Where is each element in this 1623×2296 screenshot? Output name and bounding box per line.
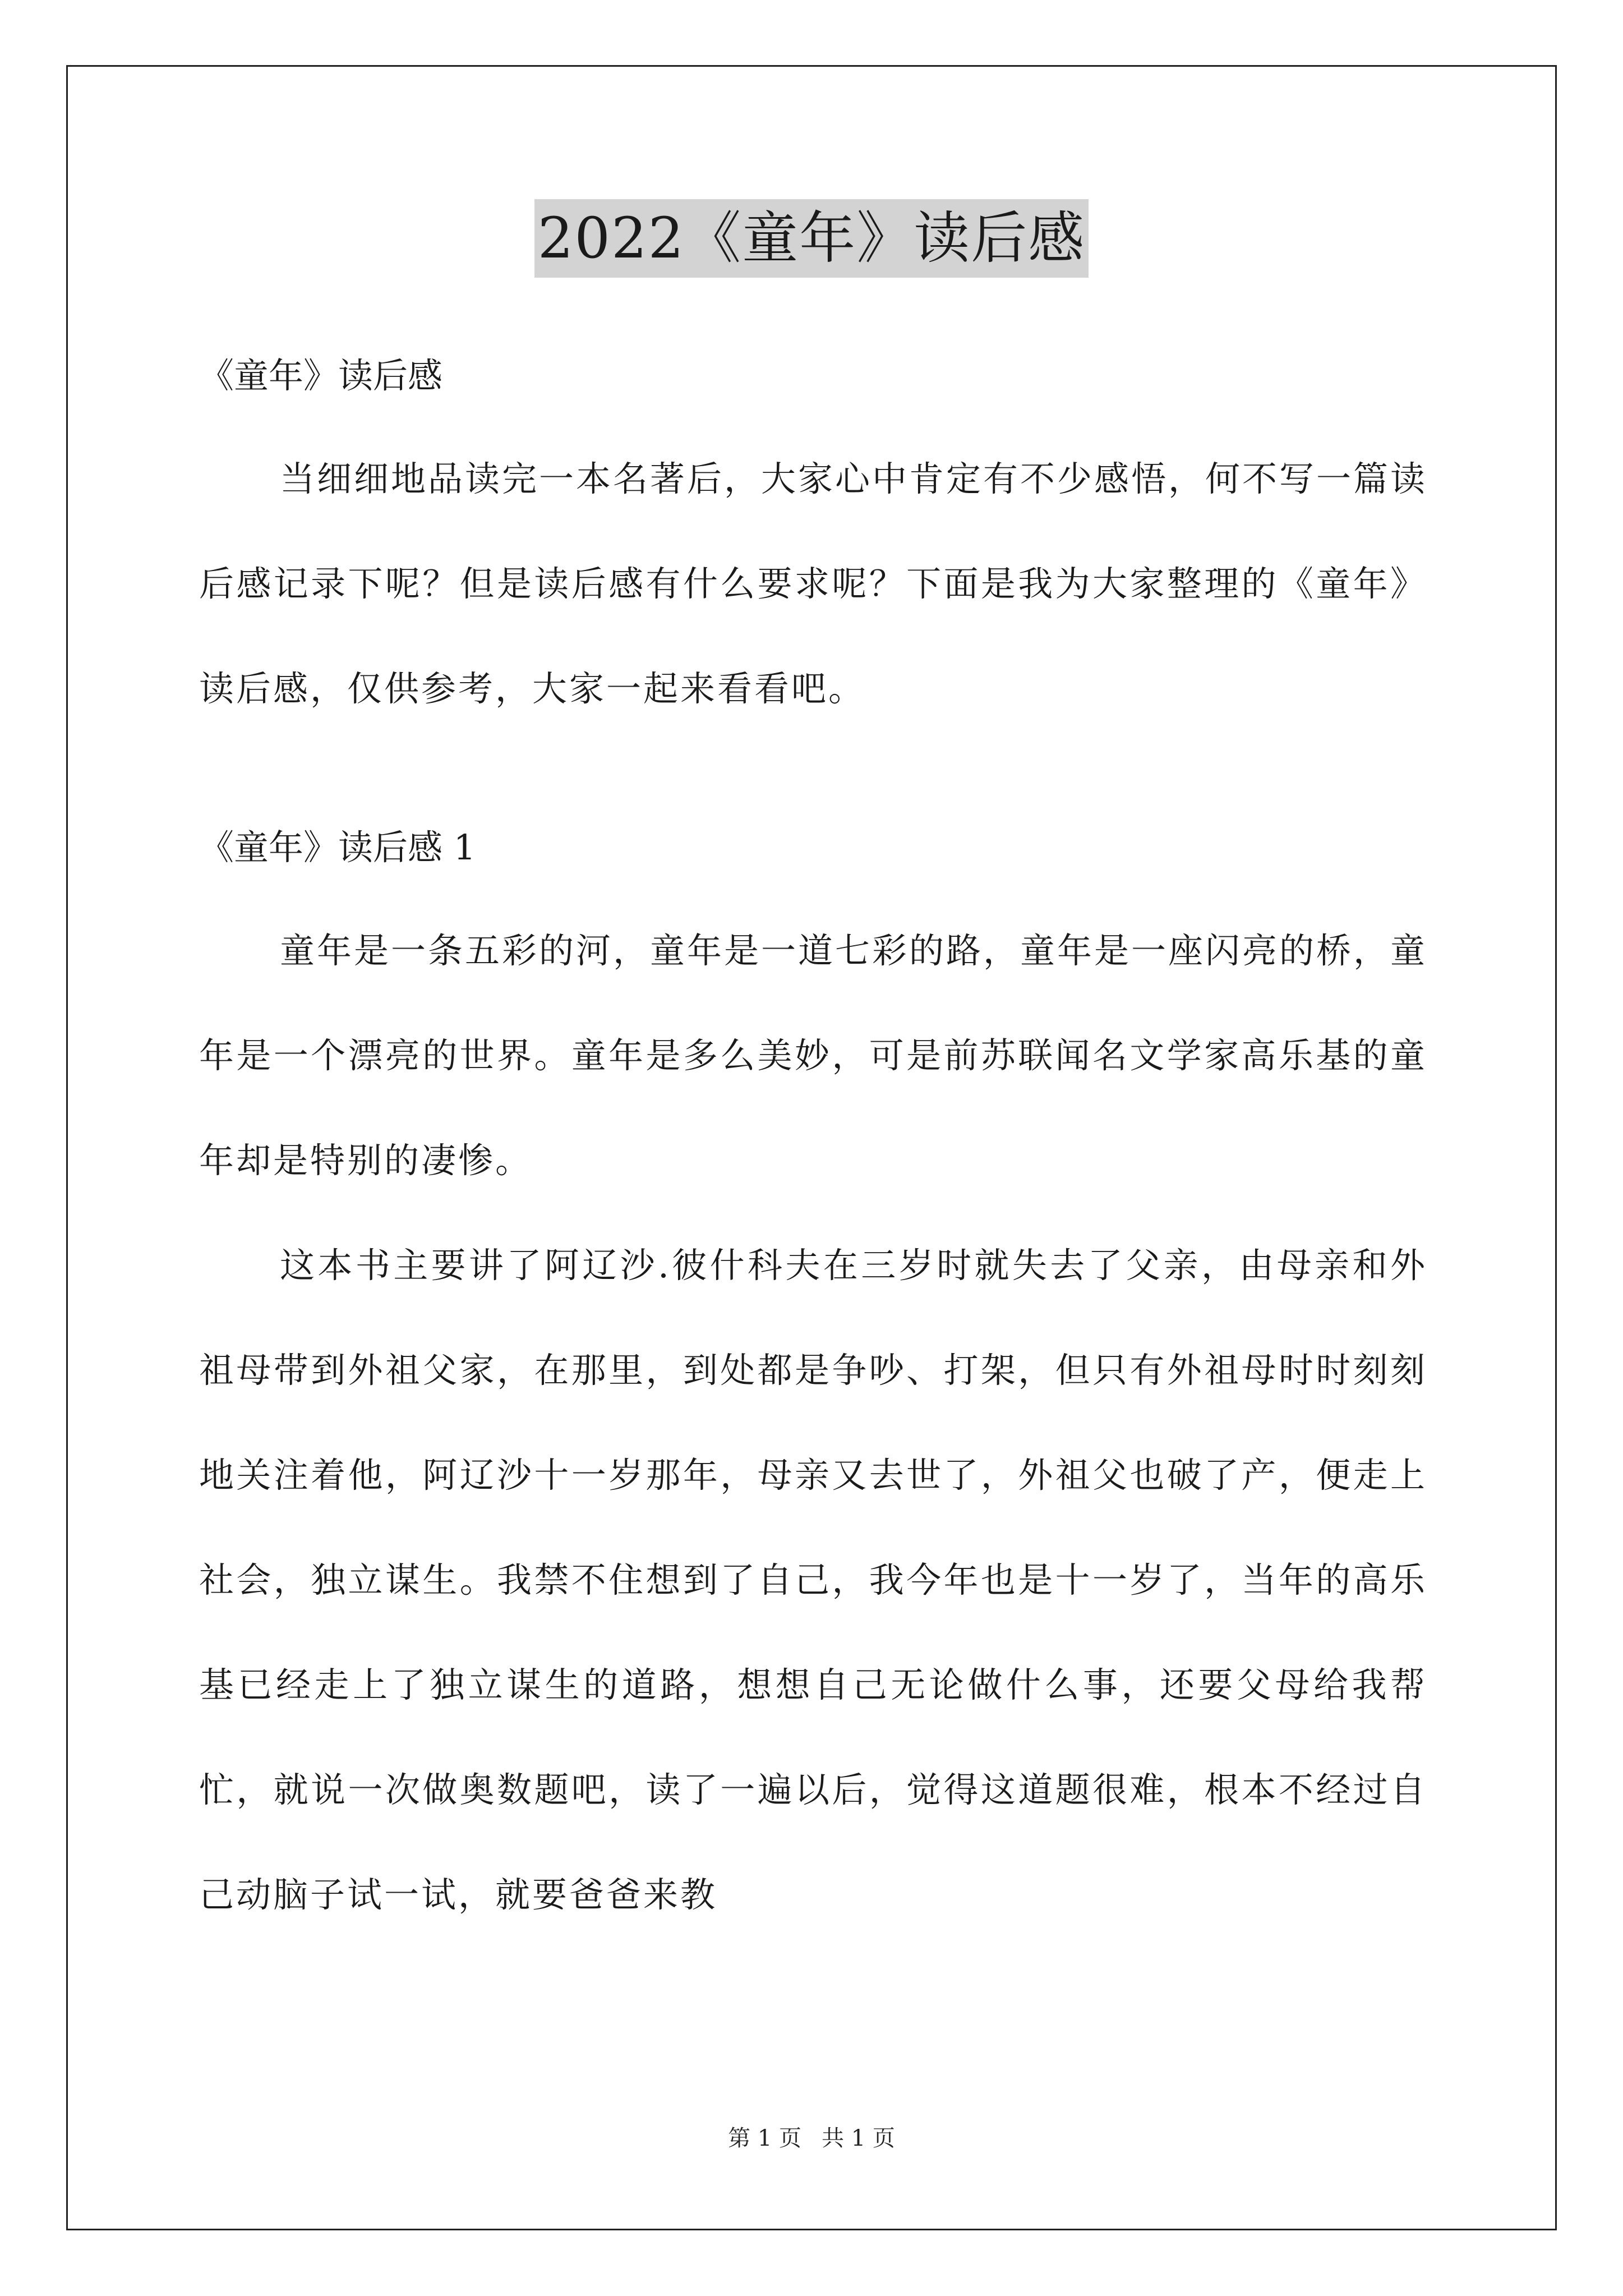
intro-paragraph: 当细细地品读完一本名著后，大家心中肯定有不少感悟，何不写一篇读后感记录下呢？但是读后感有什么要求呢？下面是我为大家整理的《童年》读后感，仅供参考，大家一起来看看吧。 — [199, 458, 1428, 709]
document-subtitle: 《童年》读后感 — [199, 355, 443, 396]
section-heading: 《童年》读后感 1 — [199, 827, 476, 868]
spacer — [199, 887, 1427, 898]
document-title: 2022《童年》读后感 — [534, 199, 1089, 278]
page-total: 共 1 页 — [822, 2125, 895, 2151]
body-paragraph: 童年是一条五彩的河，童年是一道七彩的路，童年是一座闪亮的桥，童年是一个漂亮的世界。童年是多么美妙，可是前苏联闻名文学家高乐基的童年却是特别的凄惨。 — [199, 930, 1428, 1181]
document-body — [199, 337, 1427, 1947]
page-number: 第 1 页 — [728, 2125, 801, 2151]
title-container — [0, 199, 1623, 278]
page-footer — [0, 2122, 1623, 2155]
spacer — [199, 741, 1427, 808]
spacer — [199, 415, 1427, 426]
body-paragraph: 这本书主要讲了阿辽沙.彼什科夫在三岁时就失去了父亲，由母亲和外祖母带到外祖父家，在那里，到处都是争吵、打架，但只有外祖母时时刻刻地关注着他，阿辽沙十一岁那年，母亲又去世了，外祖父也破了产，便走上社会，独立谋生。我禁不住想到了自己，我今年也是十一岁了，当年的高乐基已经走上了独立谋生的道路，想想自己无论做什么事，还要父母给我帮忙，就说一次做奥数题吧，读了一遍以后，觉得这道题很难，根本不经过自己动脑子试一试，就要爸爸来教 — [199, 1245, 1427, 1915]
